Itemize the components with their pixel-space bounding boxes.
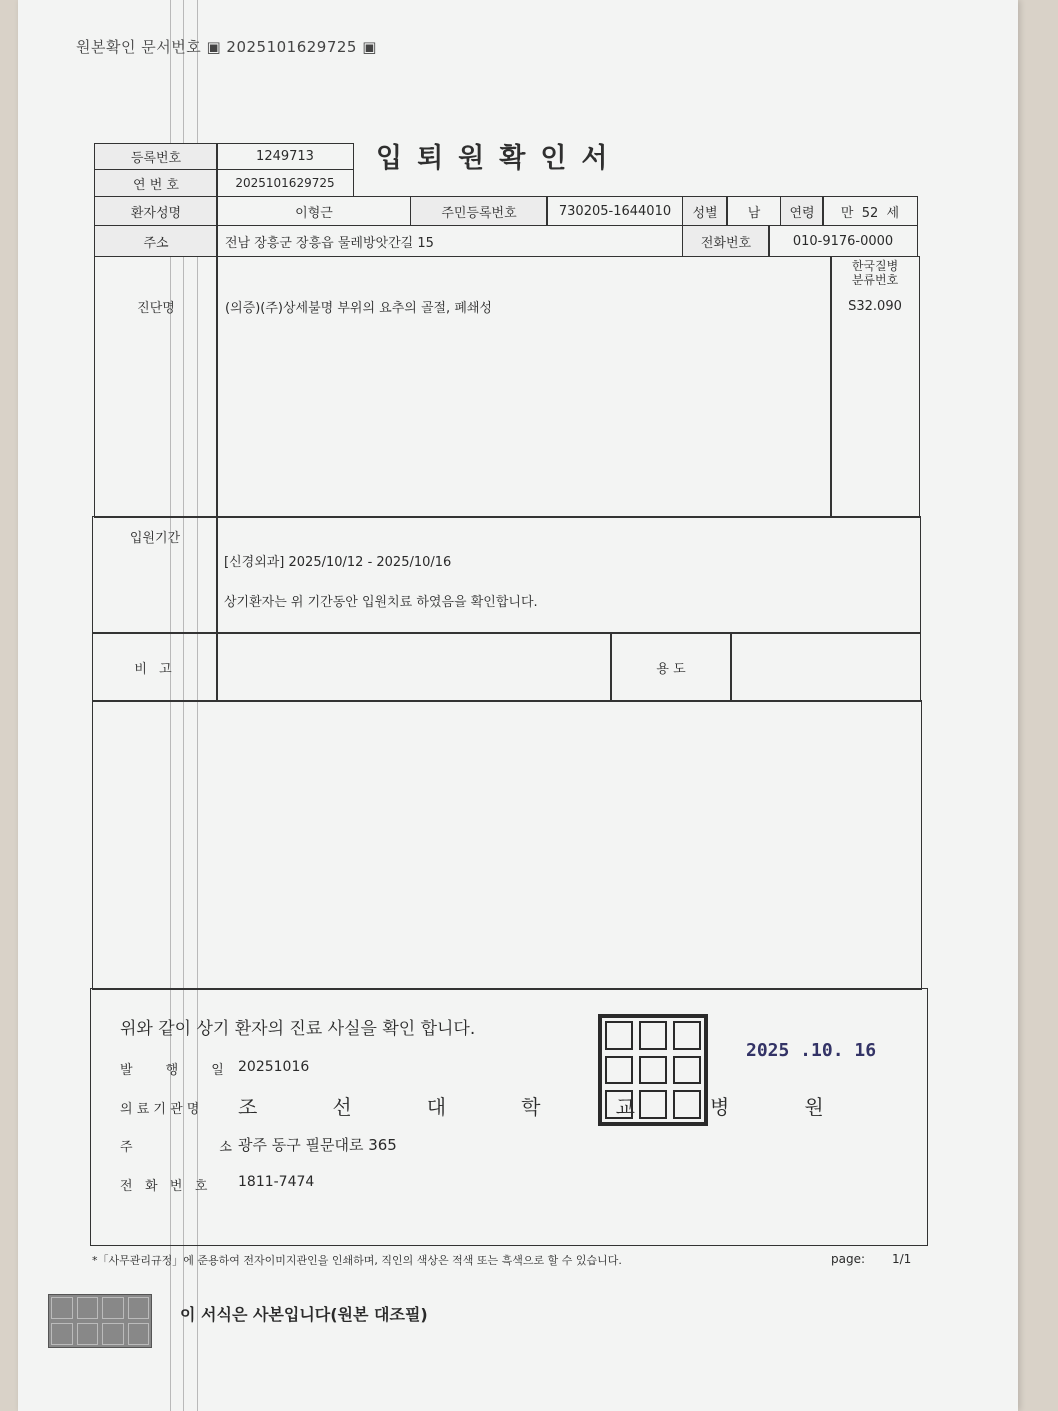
remarks-value	[216, 632, 612, 702]
rrn-value: 730205-1644010	[546, 196, 684, 226]
page-number: 1/1	[892, 1252, 912, 1266]
issue-label: 발 행 일	[120, 1063, 224, 1078]
serial-label: 연 번 호	[94, 169, 218, 197]
copy-notice: 이 서식은 사본입니다(원본 대조필)	[180, 1305, 428, 1324]
cert-address-label: 주 소	[120, 1140, 232, 1155]
institution-label: 의 료 기 관 명	[120, 1102, 200, 1117]
stamp-date: 2025 .10. 16	[746, 1040, 877, 1061]
remarks-label: 비 고	[92, 632, 218, 702]
official-seal-stamp	[598, 1014, 708, 1126]
purpose-label: 용 도	[610, 632, 732, 702]
issue-date: 20251016	[238, 1059, 310, 1075]
reg-value: 1249713	[216, 143, 354, 170]
cert-phone-label: 전 화 번 호	[120, 1179, 208, 1194]
diagnosis-label: 진단명	[94, 256, 218, 518]
age-value: 만 52 세	[822, 196, 918, 226]
page-label: page:	[831, 1252, 866, 1266]
document-number-header: 원본확인 문서번호 ▣ 2025101629725 ▣	[76, 38, 377, 56]
purpose-value	[730, 632, 921, 702]
kcd-code: S32.090	[848, 299, 902, 314]
address-label: 주소	[94, 225, 218, 257]
phone-label: 전화번호	[682, 225, 770, 257]
kcd-label-2: 분류번호	[851, 273, 899, 287]
admission-statement: 상기환자는 위 기간동안 입원치료 하였음을 확인합니다.	[224, 595, 538, 610]
rrn-label: 주민등록번호	[410, 196, 548, 226]
sex-value: 남	[726, 196, 782, 226]
serial-value: 2025101629725	[216, 169, 354, 197]
page-title: 입퇴원확인서	[376, 143, 623, 174]
sex-label: 성별	[682, 196, 728, 226]
institution-name: 조 선 대 학 교 병 원	[238, 1095, 838, 1119]
footnote: *「사무관리규정」에 준용하여 전자이미지관인을 인쇄하며, 직인의 색상은 적색 또는 흑색으로 할 수 있습니다.	[92, 1254, 622, 1267]
certification-statement: 위와 같이 상기 환자의 진료 사실을 확인 합니다.	[120, 1019, 476, 1039]
phone-value: 010-9176-0000	[768, 225, 918, 257]
blank-area	[92, 700, 922, 990]
admission-cell	[216, 516, 921, 634]
cert-phone: 1811-7474	[238, 1174, 315, 1190]
diagnosis-value: (의증)(주)상세불명 부위의 요추의 골절, 폐쇄성	[216, 256, 832, 518]
kcd-label-1: 한국질병	[851, 259, 899, 273]
address-value: 전남 장흥군 장흥읍 물레방앗간길 15	[216, 225, 684, 257]
admission-period: [신경외과] 2025/10/12 - 2025/10/16	[224, 555, 452, 570]
admission-label: 입원기간	[92, 516, 218, 634]
patient-name-label: 환자성명	[94, 196, 218, 226]
original-verified-stamp	[48, 1294, 152, 1348]
age-label: 연령	[780, 196, 824, 226]
patient-name: 이형근	[216, 196, 412, 226]
kcd-code-cell	[830, 256, 920, 518]
cert-address: 광주 동구 필문대로 365	[238, 1136, 397, 1154]
reg-label: 등록번호	[94, 143, 218, 170]
